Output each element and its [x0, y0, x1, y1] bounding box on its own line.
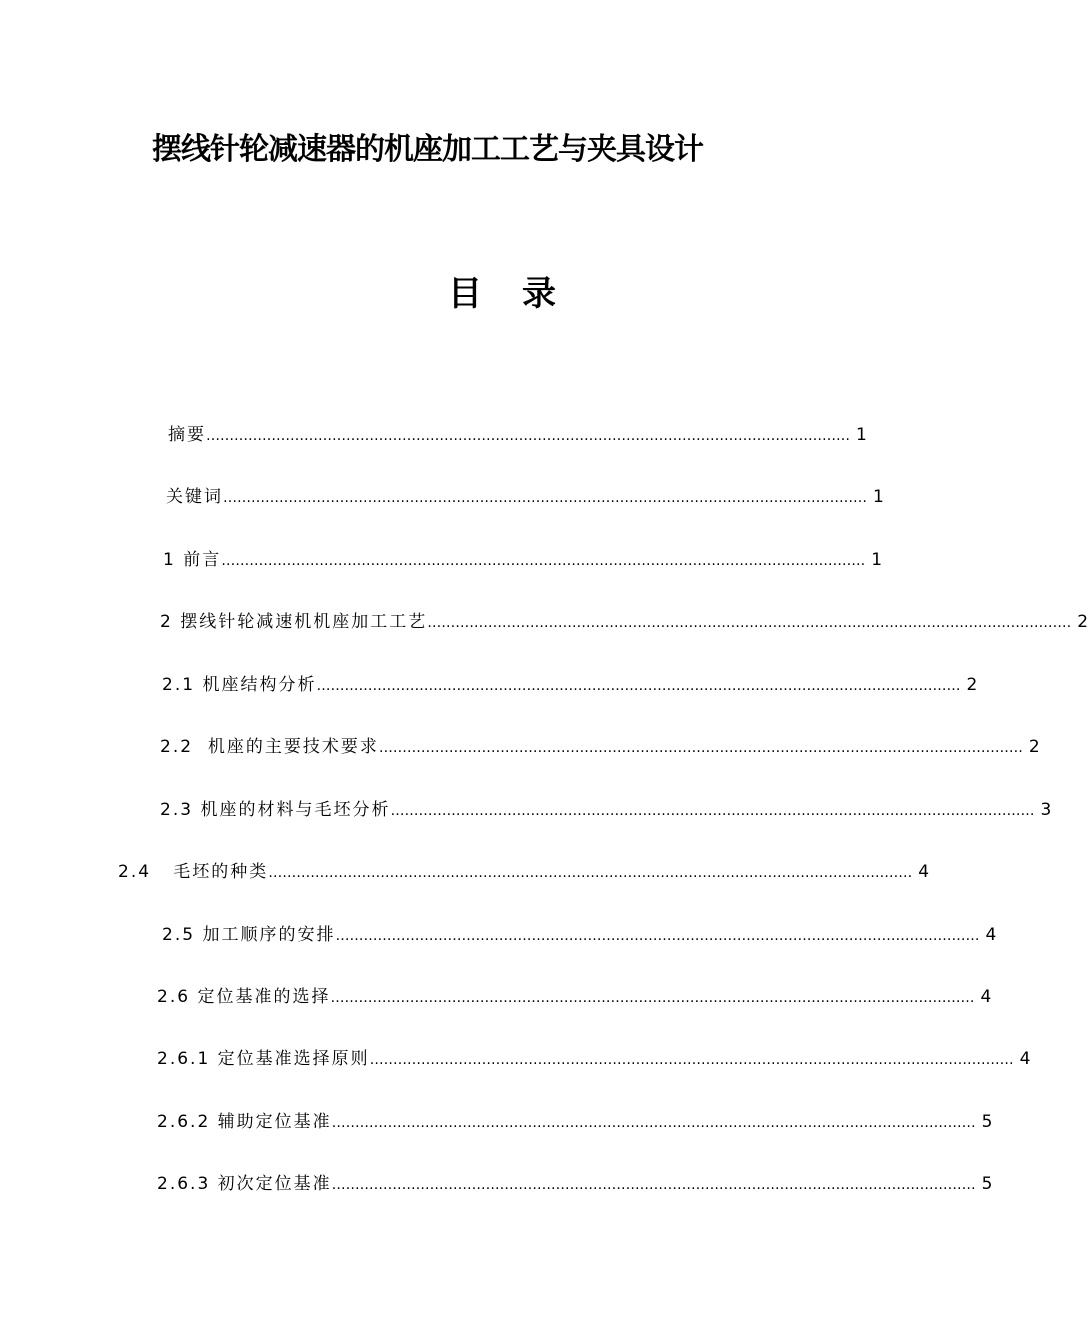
toc-leader-dots: ………………………………………………………………………………………………………………………… — [206, 428, 850, 444]
toc-entry-label: 2.6 定位基准的选择 — [157, 987, 331, 1007]
toc-entry-label: 1 前言 — [163, 550, 222, 570]
toc-leader-dots: ………………………………………………………………………………………………………………………… — [331, 1115, 976, 1131]
toc-entry-keywords[interactable] — [166, 483, 884, 511]
toc-leader-dots: ………………………………………………………………………………………………………………………… — [427, 615, 1072, 631]
toc-entry-page: 1 — [856, 425, 867, 445]
toc-leader-dots: ………………………………………………………………………………………………………………………… — [221, 553, 866, 569]
toc-entry-label: 2.1 机座结构分析 — [162, 675, 317, 695]
toc-entry-abstract[interactable] — [168, 421, 867, 449]
toc-entry-page: 5 — [981, 1112, 993, 1132]
toc-entry-label: 关键词 — [166, 487, 223, 507]
toc-entry-2-6[interactable] — [157, 983, 992, 1011]
toc-leader-dots: ………………………………………………………………………………………………………………………… — [369, 1052, 1014, 1068]
toc-entry-label: 2.6.3 初次定位基准 — [157, 1174, 332, 1194]
document-title: 摆线针轮减速器的机座加工工艺与夹具设计 — [152, 132, 703, 167]
toc-entry-2-6-2[interactable] — [157, 1108, 993, 1136]
toc-entry-preface[interactable] — [163, 546, 883, 574]
toc-entry-page: 3 — [1040, 800, 1052, 820]
toc-entry-2-3[interactable] — [160, 796, 1052, 824]
toc-heading-char-1: 目 — [448, 274, 482, 314]
toc-entry-page: 2 — [966, 675, 978, 695]
toc-entry-2-4[interactable] — [118, 858, 930, 886]
toc-entry-page: 4 — [918, 862, 930, 882]
toc-entry-page: 1 — [871, 550, 883, 570]
toc-entry-page: 4 — [980, 987, 992, 1007]
toc-leader-dots: ………………………………………………………………………………………………………………………… — [331, 1177, 976, 1193]
toc-entry-2-6-3[interactable] — [157, 1170, 993, 1198]
toc-leader-dots: ………………………………………………………………………………………………………………………… — [223, 490, 867, 506]
toc-heading — [0, 272, 1004, 316]
toc-leader-dots: ………………………………………………………………………………………………………………………… — [378, 740, 1023, 756]
toc-leader-dots: ………………………………………………………………………………………………………………………… — [316, 678, 961, 694]
toc-entry-label: 摘要 — [168, 425, 206, 445]
toc-leader-dots: ………………………………………………………………………………………………………………………… — [390, 803, 1035, 819]
toc-entry-page: 4 — [1019, 1049, 1031, 1069]
toc-entry-2-6-1[interactable] — [157, 1045, 1031, 1073]
toc-entry-page: 1 — [873, 487, 884, 507]
toc-entry-page: 4 — [985, 925, 997, 945]
toc-entry-label: 2 摆线针轮减速机机座加工工艺 — [160, 612, 428, 632]
toc-entry-2-1[interactable] — [162, 671, 978, 699]
toc-entry-2-5[interactable] — [162, 921, 997, 949]
toc-entry-label: 2.6.1 定位基准选择原则 — [157, 1049, 370, 1069]
toc-entry-page: 2 — [1077, 612, 1088, 632]
toc-leader-dots: ………………………………………………………………………………………………………………………… — [330, 990, 975, 1006]
toc-entry-2-2[interactable] — [160, 733, 1040, 761]
toc-leader-dots: ………………………………………………………………………………………………………………………… — [268, 865, 913, 881]
toc-leader-dots: ………………………………………………………………………………………………………………………… — [335, 928, 980, 944]
toc-entry-label: 2.5 加工顺序的安排 — [162, 925, 336, 945]
toc-entry-label: 2.4 毛坯的种类 — [118, 862, 269, 882]
toc-entry-page: 5 — [981, 1174, 993, 1194]
toc-entry-label: 2.6.2 辅助定位基准 — [157, 1112, 332, 1132]
toc-heading-char-2: 录 — [522, 274, 556, 314]
toc-entry-page: 2 — [1028, 737, 1040, 757]
toc-entry-chapter-2[interactable] — [160, 608, 1088, 636]
toc-entry-label: 2.3 机座的材料与毛坯分析 — [160, 800, 391, 820]
toc-entry-label: 2.2 机座的主要技术要求 — [160, 737, 379, 757]
